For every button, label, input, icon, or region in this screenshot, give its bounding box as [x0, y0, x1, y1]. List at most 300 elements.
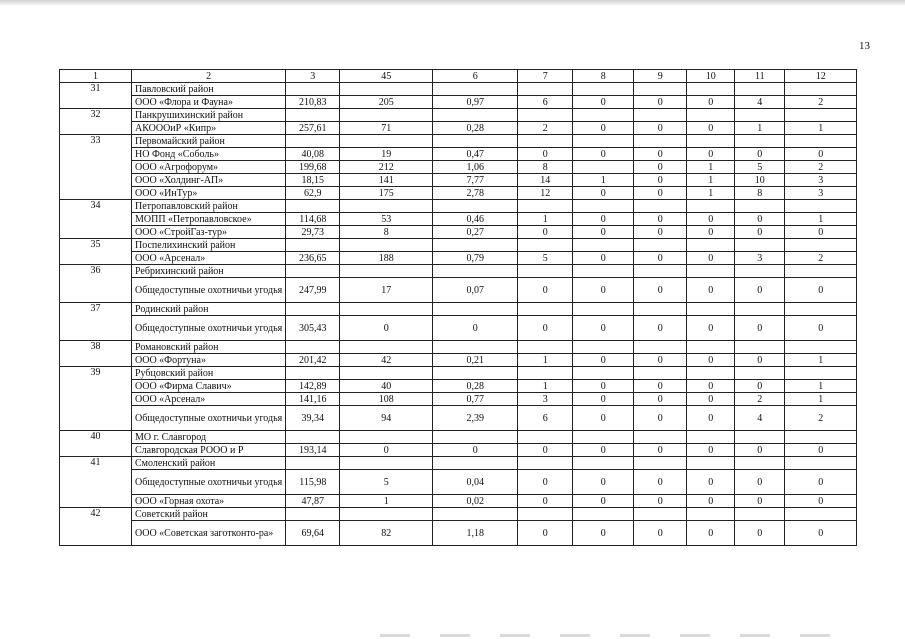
district-name-cell: Павловский район [132, 83, 286, 96]
value-cell: 47,87 [286, 495, 340, 508]
value-cell: 0 [785, 470, 857, 495]
empty-cell [573, 367, 634, 380]
value-cell: 6 [518, 406, 573, 431]
value-cell: 0 [687, 406, 735, 431]
empty-cell [735, 457, 785, 470]
empty-cell [687, 431, 735, 444]
value-cell: 0,28 [433, 122, 518, 135]
header-cell: 6 [433, 70, 518, 83]
header-cell: 2 [132, 70, 286, 83]
empty-cell [433, 508, 518, 521]
organization-cell: ООО «Фирма Славич» [132, 380, 286, 393]
value-cell: 0 [735, 380, 785, 393]
value-cell: 0 [518, 148, 573, 161]
empty-cell [785, 83, 857, 96]
empty-cell [573, 265, 634, 278]
district-row [60, 109, 857, 122]
value-cell: 0 [687, 354, 735, 367]
empty-cell [518, 83, 573, 96]
header-cell: 7 [518, 70, 573, 83]
value-cell: 0 [634, 470, 687, 495]
value-cell: 0 [785, 316, 857, 341]
value-cell: 0 [518, 470, 573, 495]
district-row [60, 303, 857, 316]
value-cell: 39,34 [286, 406, 340, 431]
empty-cell [340, 341, 433, 354]
value-cell: 210,83 [286, 96, 340, 109]
value-cell: 0,97 [433, 96, 518, 109]
value-cell: 0 [573, 226, 634, 239]
empty-cell [340, 83, 433, 96]
empty-cell [286, 508, 340, 521]
scan-edge-top [0, 0, 905, 6]
value-cell: 305,43 [286, 316, 340, 341]
value-cell: 0 [634, 161, 687, 174]
empty-cell [573, 135, 634, 148]
value-cell: 0 [634, 96, 687, 109]
value-cell: 0 [735, 521, 785, 546]
value-cell: 5 [518, 252, 573, 265]
value-cell: 5 [735, 161, 785, 174]
value-cell: 3 [518, 393, 573, 406]
value-cell: 1 [573, 174, 634, 187]
value-cell: 0 [573, 278, 634, 303]
empty-cell [433, 135, 518, 148]
empty-cell [340, 303, 433, 316]
empty-cell [634, 83, 687, 96]
value-cell: 8 [518, 161, 573, 174]
value-cell: 0 [735, 316, 785, 341]
district-row [60, 367, 857, 380]
organization-cell: ООО «Советская заготконто-ра» [132, 521, 286, 546]
empty-cell [518, 200, 573, 213]
value-cell: 0 [687, 393, 735, 406]
header-row [60, 70, 857, 83]
table-row [60, 354, 857, 367]
district-name-cell: Петропавловский район [132, 200, 286, 213]
table-row [60, 316, 857, 341]
table-row [60, 213, 857, 226]
organization-cell: ООО «Фортуна» [132, 354, 286, 367]
empty-cell [433, 367, 518, 380]
value-cell: 1,06 [433, 161, 518, 174]
value-cell: 4 [735, 96, 785, 109]
table-row [60, 226, 857, 239]
empty-cell [286, 367, 340, 380]
district-name-cell: Родинский район [132, 303, 286, 316]
row-number-cell: 33 [60, 135, 132, 200]
district-name-cell: Ребрихинский район [132, 265, 286, 278]
value-cell: 205 [340, 96, 433, 109]
empty-cell [433, 341, 518, 354]
value-cell: 12 [518, 187, 573, 200]
empty-cell [785, 431, 857, 444]
value-cell: 1 [785, 213, 857, 226]
value-cell: 247,99 [286, 278, 340, 303]
value-cell: 29,73 [286, 226, 340, 239]
value-cell [573, 161, 634, 174]
value-cell: 1 [785, 122, 857, 135]
value-cell: 1 [687, 187, 735, 200]
empty-cell [785, 200, 857, 213]
empty-cell [573, 431, 634, 444]
value-cell: 1 [735, 122, 785, 135]
value-cell: 141 [340, 174, 433, 187]
row-number-cell: 37 [60, 303, 132, 341]
value-cell: 2 [785, 252, 857, 265]
value-cell: 0 [634, 148, 687, 161]
empty-cell [286, 265, 340, 278]
empty-cell [518, 457, 573, 470]
empty-cell [573, 109, 634, 122]
value-cell: 8 [340, 226, 433, 239]
organization-cell: Общедоступные охотничьи угодья [132, 406, 286, 431]
value-cell: 0 [573, 148, 634, 161]
value-cell: 0,04 [433, 470, 518, 495]
value-cell: 0 [573, 252, 634, 265]
value-cell: 0 [433, 316, 518, 341]
empty-cell [518, 508, 573, 521]
table-row [60, 187, 857, 200]
district-row [60, 135, 857, 148]
organization-cell: ООО «Арсенал» [132, 252, 286, 265]
empty-cell [785, 508, 857, 521]
empty-cell [518, 303, 573, 316]
value-cell: 0 [573, 470, 634, 495]
district-row [60, 239, 857, 252]
value-cell: 0 [785, 148, 857, 161]
row-number-cell: 36 [60, 265, 132, 303]
value-cell: 108 [340, 393, 433, 406]
value-cell: 0 [634, 213, 687, 226]
empty-cell [433, 239, 518, 252]
row-number-cell: 35 [60, 239, 132, 265]
value-cell: 0,02 [433, 495, 518, 508]
value-cell: 0 [518, 316, 573, 341]
page-number: 13 [859, 40, 870, 52]
value-cell: 0 [735, 470, 785, 495]
empty-cell [518, 341, 573, 354]
value-cell: 0 [687, 380, 735, 393]
value-cell: 141,16 [286, 393, 340, 406]
empty-cell [340, 200, 433, 213]
value-cell: 0 [634, 187, 687, 200]
empty-cell [286, 135, 340, 148]
value-cell: 201,42 [286, 354, 340, 367]
value-cell: 2,39 [433, 406, 518, 431]
value-cell: 2 [785, 406, 857, 431]
value-cell: 42 [340, 354, 433, 367]
value-cell: 0 [687, 278, 735, 303]
value-cell: 0 [573, 495, 634, 508]
empty-cell [573, 239, 634, 252]
value-cell: 0 [735, 354, 785, 367]
empty-cell [634, 265, 687, 278]
empty-cell [687, 303, 735, 316]
value-cell: 0 [518, 278, 573, 303]
value-cell: 115,98 [286, 470, 340, 495]
empty-cell [286, 457, 340, 470]
value-cell: 71 [340, 122, 433, 135]
organization-cell: Славгородская РООО и Р [132, 444, 286, 457]
empty-cell [687, 200, 735, 213]
value-cell: 3 [785, 187, 857, 200]
value-cell: 10 [735, 174, 785, 187]
header-cell: 45 [340, 70, 433, 83]
table-row [60, 161, 857, 174]
empty-cell [735, 239, 785, 252]
organization-cell: Общедоступные охотничьи угодья [132, 278, 286, 303]
empty-cell [785, 367, 857, 380]
value-cell: 82 [340, 521, 433, 546]
empty-cell [433, 431, 518, 444]
header-cell: 1 [60, 70, 132, 83]
value-cell: 0 [735, 213, 785, 226]
value-cell: 0 [573, 354, 634, 367]
empty-cell [518, 109, 573, 122]
empty-cell [340, 367, 433, 380]
value-cell: 0 [735, 148, 785, 161]
value-cell: 0 [518, 226, 573, 239]
organization-cell: АКОООиР «Кипр» [132, 122, 286, 135]
value-cell: 0 [573, 521, 634, 546]
value-cell: 0 [634, 521, 687, 546]
organization-cell: МОПП «Петропавловское» [132, 213, 286, 226]
value-cell: 1 [687, 161, 735, 174]
empty-cell [687, 135, 735, 148]
empty-cell [573, 508, 634, 521]
value-cell: 0 [634, 278, 687, 303]
row-number-cell: 42 [60, 508, 132, 546]
empty-cell [687, 239, 735, 252]
value-cell: 0,79 [433, 252, 518, 265]
value-cell: 0 [573, 393, 634, 406]
district-row [60, 341, 857, 354]
district-name-cell: МО г. Славгород [132, 431, 286, 444]
table-row [60, 96, 857, 109]
value-cell: 1,18 [433, 521, 518, 546]
table-row [60, 252, 857, 265]
value-cell: 3 [735, 252, 785, 265]
value-cell: 53 [340, 213, 433, 226]
table-row [60, 495, 857, 508]
empty-cell [634, 341, 687, 354]
empty-cell [518, 367, 573, 380]
value-cell: 0 [687, 252, 735, 265]
row-number-cell: 41 [60, 457, 132, 508]
row-number-cell: 34 [60, 200, 132, 239]
value-cell: 0 [573, 444, 634, 457]
empty-cell [573, 200, 634, 213]
value-cell: 0 [573, 316, 634, 341]
value-cell: 1 [518, 380, 573, 393]
district-row [60, 508, 857, 521]
empty-cell [340, 265, 433, 278]
empty-cell [340, 508, 433, 521]
value-cell: 19 [340, 148, 433, 161]
value-cell: 0 [634, 444, 687, 457]
row-number-cell: 40 [60, 431, 132, 457]
value-cell: 0 [785, 278, 857, 303]
district-name-cell: Смоленский район [132, 457, 286, 470]
district-row [60, 265, 857, 278]
value-cell: 0 [785, 444, 857, 457]
empty-cell [634, 303, 687, 316]
value-cell: 0 [785, 495, 857, 508]
value-cell: 1 [518, 213, 573, 226]
value-cell: 7,77 [433, 174, 518, 187]
value-cell: 1 [785, 354, 857, 367]
value-cell: 0,07 [433, 278, 518, 303]
value-cell: 0 [573, 406, 634, 431]
value-cell: 188 [340, 252, 433, 265]
value-cell: 0 [634, 122, 687, 135]
value-cell: 18,15 [286, 174, 340, 187]
value-cell: 8 [735, 187, 785, 200]
value-cell: 6 [518, 96, 573, 109]
empty-cell [735, 109, 785, 122]
district-name-cell: Рубцовский район [132, 367, 286, 380]
value-cell: 2 [785, 161, 857, 174]
value-cell: 212 [340, 161, 433, 174]
value-cell: 0 [687, 122, 735, 135]
value-cell: 0 [735, 278, 785, 303]
value-cell: 0 [518, 495, 573, 508]
organization-cell: Общедоступные охотничьи угодья [132, 470, 286, 495]
scan-edge-bottom [380, 634, 860, 637]
empty-cell [785, 239, 857, 252]
empty-cell [518, 431, 573, 444]
organization-cell: ООО «ИнТур» [132, 187, 286, 200]
empty-cell [687, 457, 735, 470]
empty-cell [286, 200, 340, 213]
organization-cell: ООО «Флора и Фауна» [132, 96, 286, 109]
empty-cell [433, 265, 518, 278]
empty-cell [518, 135, 573, 148]
value-cell: 4 [735, 406, 785, 431]
district-name-cell: Панкрушихинский район [132, 109, 286, 122]
empty-cell [735, 200, 785, 213]
value-cell: 0 [634, 406, 687, 431]
empty-cell [340, 239, 433, 252]
value-cell: 193,14 [286, 444, 340, 457]
organization-cell: ООО «Горная охота» [132, 495, 286, 508]
district-row [60, 431, 857, 444]
value-cell: 0 [687, 521, 735, 546]
data-table [59, 69, 857, 546]
empty-cell [340, 457, 433, 470]
empty-cell [785, 265, 857, 278]
organization-cell: ООО «СтройГаз-тур» [132, 226, 286, 239]
empty-cell [573, 341, 634, 354]
value-cell: 257,61 [286, 122, 340, 135]
empty-cell [433, 109, 518, 122]
empty-cell [634, 239, 687, 252]
value-cell: 0 [785, 521, 857, 546]
value-cell: 2 [785, 96, 857, 109]
value-cell: 175 [340, 187, 433, 200]
value-cell: 0 [634, 495, 687, 508]
value-cell: 0,28 [433, 380, 518, 393]
district-name-cell: Романовский район [132, 341, 286, 354]
value-cell: 236,65 [286, 252, 340, 265]
empty-cell [735, 303, 785, 316]
header-cell: 8 [573, 70, 634, 83]
organization-cell: ООО «Агрофорум» [132, 161, 286, 174]
district-row [60, 200, 857, 213]
empty-cell [687, 265, 735, 278]
empty-cell [340, 135, 433, 148]
value-cell: 114,68 [286, 213, 340, 226]
value-cell: 0,77 [433, 393, 518, 406]
value-cell: 0,46 [433, 213, 518, 226]
value-cell: 0,47 [433, 148, 518, 161]
district-name-cell: Советский район [132, 508, 286, 521]
value-cell: 0 [573, 122, 634, 135]
value-cell: 0 [573, 187, 634, 200]
empty-cell [634, 109, 687, 122]
value-cell: 0 [573, 213, 634, 226]
value-cell: 0 [573, 380, 634, 393]
empty-cell [286, 341, 340, 354]
value-cell: 0 [687, 226, 735, 239]
empty-cell [340, 431, 433, 444]
value-cell: 1 [340, 495, 433, 508]
empty-cell [286, 83, 340, 96]
row-number-cell: 32 [60, 109, 132, 135]
value-cell: 0 [634, 226, 687, 239]
value-cell: 0 [687, 213, 735, 226]
empty-cell [573, 83, 634, 96]
value-cell: 1 [687, 174, 735, 187]
table-row [60, 393, 857, 406]
empty-cell [340, 109, 433, 122]
empty-cell [785, 135, 857, 148]
value-cell: 69,64 [286, 521, 340, 546]
value-cell: 0 [735, 495, 785, 508]
empty-cell [634, 508, 687, 521]
empty-cell [433, 83, 518, 96]
empty-cell [687, 508, 735, 521]
header-cell: 9 [634, 70, 687, 83]
value-cell: 14 [518, 174, 573, 187]
empty-cell [687, 341, 735, 354]
value-cell: 0 [687, 316, 735, 341]
value-cell: 0 [518, 521, 573, 546]
table-row [60, 148, 857, 161]
empty-cell [634, 431, 687, 444]
empty-cell [433, 303, 518, 316]
empty-cell [286, 109, 340, 122]
value-cell: 0 [634, 393, 687, 406]
empty-cell [433, 200, 518, 213]
empty-cell [634, 367, 687, 380]
row-number-cell: 39 [60, 367, 132, 431]
value-cell: 0 [634, 380, 687, 393]
value-cell: 0 [340, 316, 433, 341]
value-cell: 40,08 [286, 148, 340, 161]
value-cell: 1 [785, 393, 857, 406]
row-number-cell: 31 [60, 83, 132, 109]
empty-cell [735, 431, 785, 444]
empty-cell [573, 457, 634, 470]
district-name-cell: Первомайский район [132, 135, 286, 148]
empty-cell [634, 457, 687, 470]
value-cell: 0 [634, 174, 687, 187]
value-cell: 2 [735, 393, 785, 406]
value-cell: 0 [687, 470, 735, 495]
value-cell: 199,68 [286, 161, 340, 174]
